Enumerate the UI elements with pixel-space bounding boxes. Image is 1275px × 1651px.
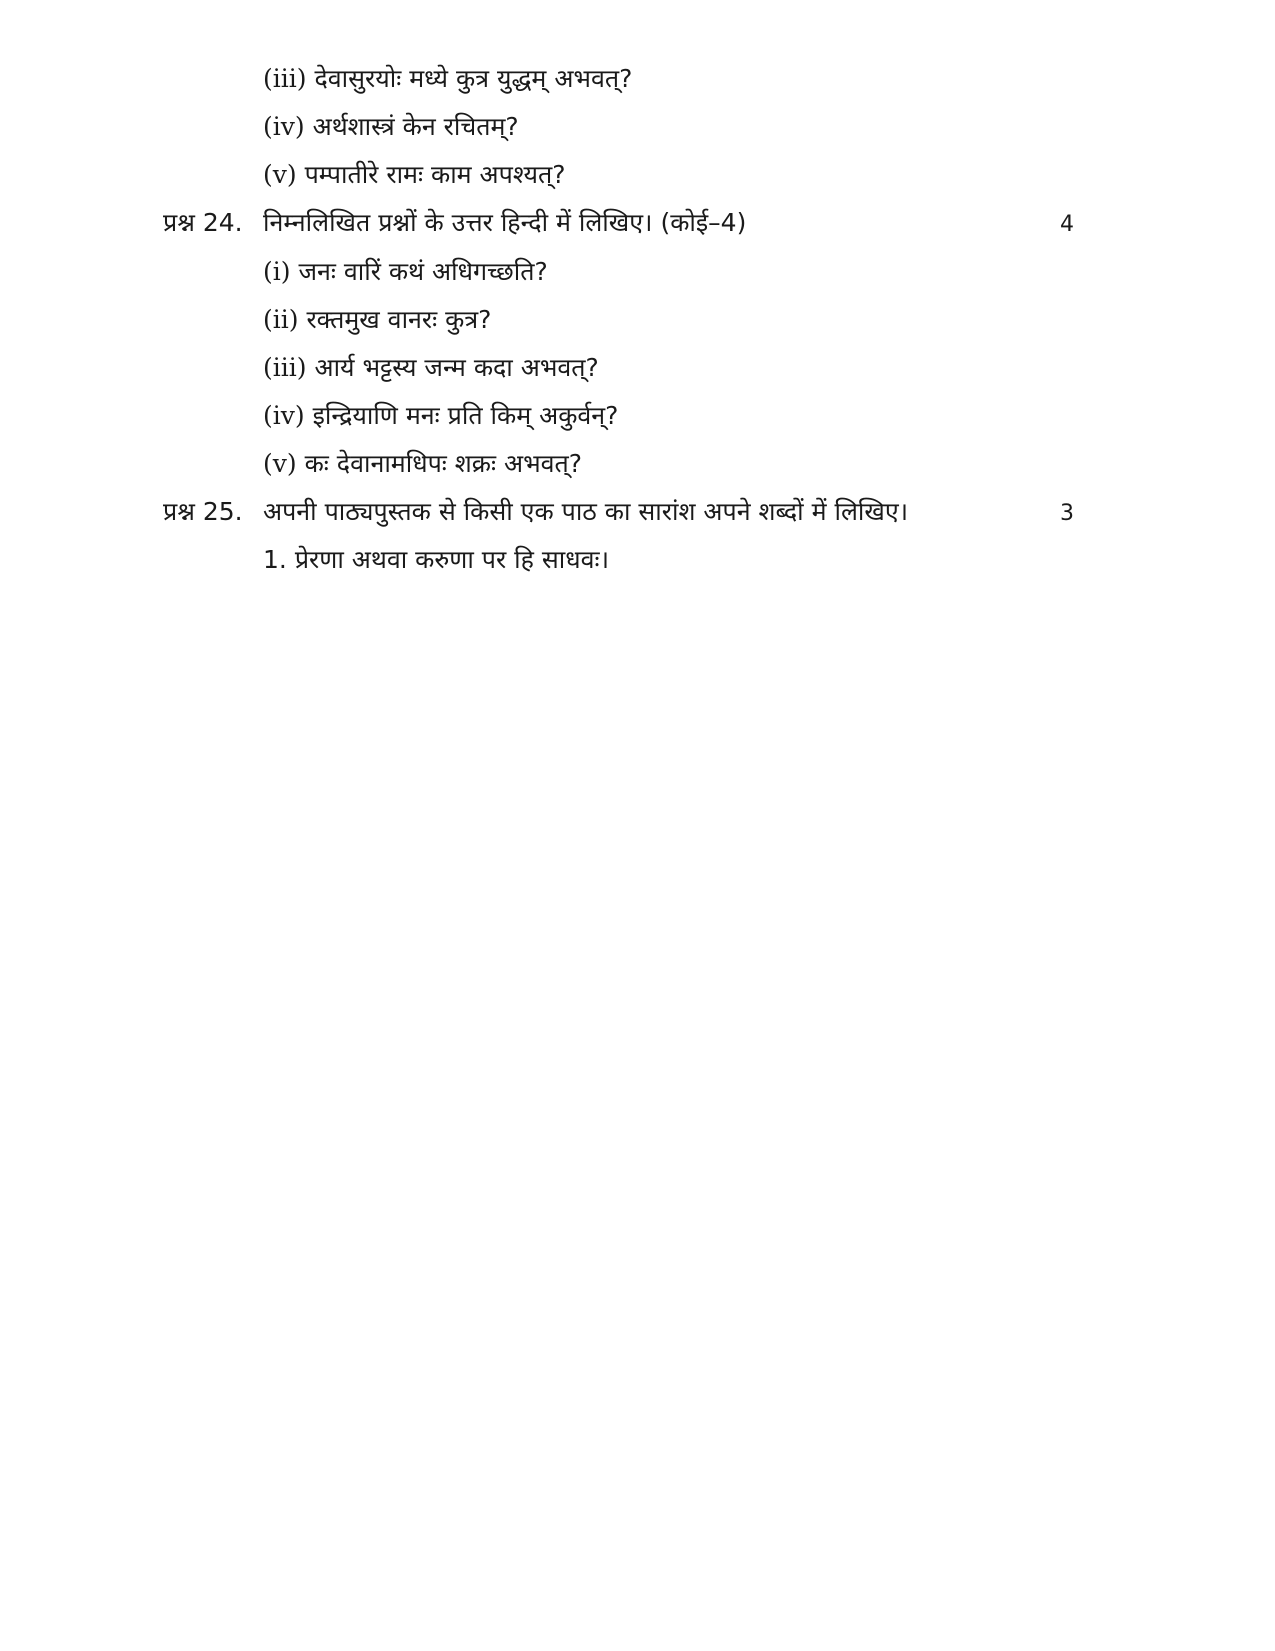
question-24-marks: 4 xyxy=(1060,212,1074,237)
sub-question-text: इन्द्रियाणि मनः प्रति किम् अकुर्वन्? xyxy=(312,401,619,430)
sub-question-text: रक्तमुख वानरः कुत्र? xyxy=(306,305,492,334)
sub-question xyxy=(263,303,491,337)
sub-question xyxy=(263,62,632,96)
question-24-text: निम्नलिखित प्रश्नों के उत्तर हिन्दी में लिखिए। (कोई–4) xyxy=(263,208,747,237)
sub-question xyxy=(263,399,618,433)
sub-question-text: अर्थशास्त्रं केन रचितम्? xyxy=(312,112,519,141)
option-text: प्रेरणा अथवा करुणा पर हि साधवः। xyxy=(294,545,610,574)
sub-question xyxy=(263,110,519,144)
sub-question-text: पम्पातीरे रामः काम अपश्यत्? xyxy=(304,160,566,189)
sub-question xyxy=(263,447,582,481)
question-25-marks: 3 xyxy=(1060,501,1074,526)
sub-question xyxy=(263,351,599,385)
sub-question xyxy=(263,158,566,192)
sub-question xyxy=(263,255,548,289)
option-number: 1. xyxy=(263,545,287,574)
question-25-label: प्रश्न 25. xyxy=(163,497,243,526)
question-24-label: प्रश्न 24. xyxy=(163,208,243,237)
sub-question-number: (iii) xyxy=(263,353,307,382)
sub-question-number: (v) xyxy=(263,160,297,189)
sub-question-number: (i) xyxy=(263,257,291,286)
sub-question-number: (v) xyxy=(263,449,297,478)
sub-question-text: आर्य भट्टस्य जन्म कदा अभवत्? xyxy=(314,353,599,382)
sub-question-number: (iv) xyxy=(263,112,305,141)
question-25-text: अपनी पाठ्यपुस्तक से किसी एक पाठ का सारांश अपने शब्दों में लिखिए। xyxy=(263,497,909,526)
sub-question-text: कः देवानामधिपः शक्रः अभवत्? xyxy=(304,449,583,478)
sub-question-number: (iv) xyxy=(263,401,305,430)
answer-option xyxy=(263,543,609,577)
sub-question-text: देवासुरयोः मध्ये कुत्र युद्धम् अभवत्? xyxy=(314,64,633,93)
sub-question-text: जनः वारिं कथं अधिगच्छति? xyxy=(298,257,548,286)
sub-question-number: (ii) xyxy=(263,305,299,334)
sub-question-number: (iii) xyxy=(263,64,307,93)
